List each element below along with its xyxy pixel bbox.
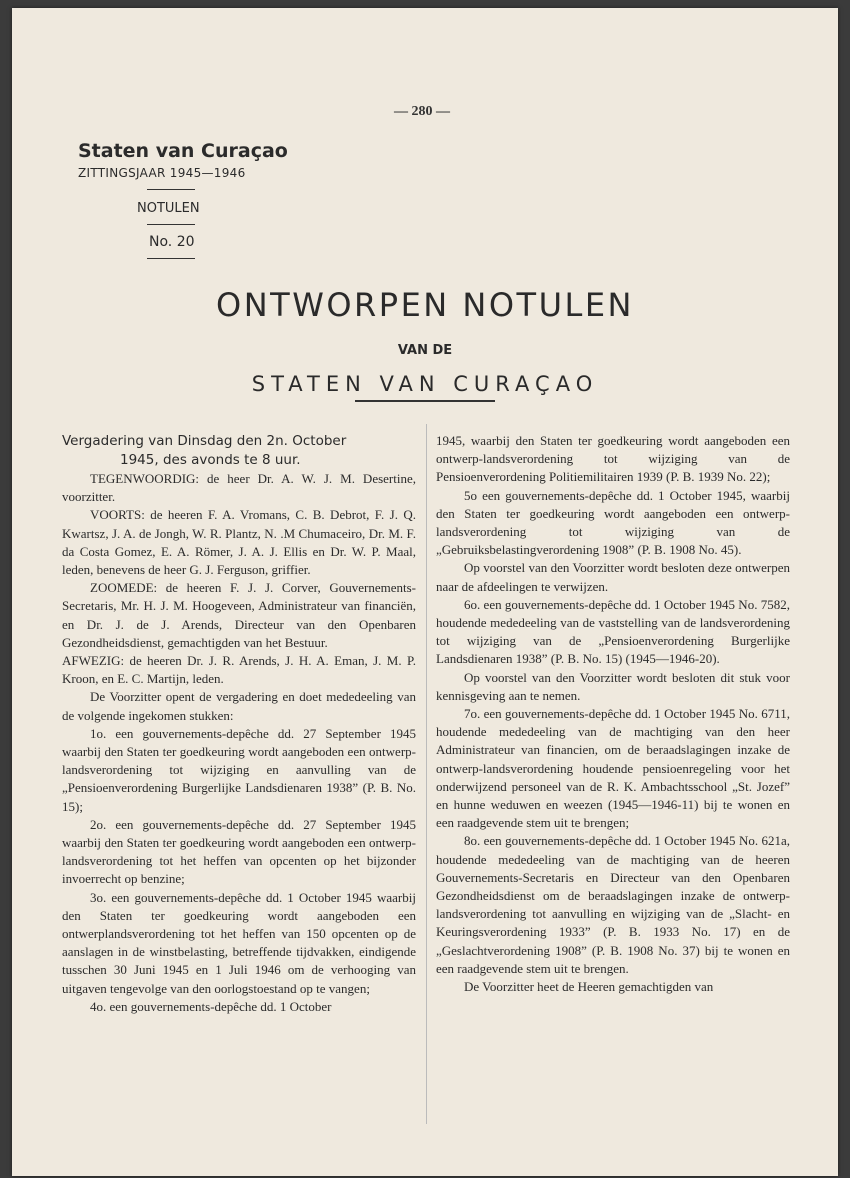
right-column	[436, 432, 790, 996]
masthead-title: Staten van Curaçao	[78, 140, 288, 162]
paragraph: 7o. een gouvernements-depêche dd. 1 October 1945 No. 6711, houdende mededeeling van de machtiging van den heer Administrateur van financien, om de beraadslagingen inzake de ontwerp-landsverordening houdende pensioenregeling voor het onderwijzend personeel van de R. K. Ambachtsschool „St. Jozef” en hunne weduwen en weezen (1945—1946-11) bij te wonen en een raadgevende stem uit te brengen;	[436, 706, 790, 831]
paragraph: 8o. een gouvernements-depêche dd. 1 October 1945 No. 621a, houdende mededeeling van de machtiging van de heeren Gouvernements-Secretaris en Directeur van den Openbaren Gezondheidsdienst om de beraadslagingen inzake de ontwerp-landsverordening tot aanvulling en wijziging van de „Slacht- en Keuringsverordening 1933” (P. B. 1933 No. 17) en de „Geslachtverordening 1908” (P. B. 1908 No. 37) bij te wonen en een raadgevende stem uit te brengen.	[436, 833, 790, 976]
paragraph: 1945, waarbij den Staten ter goedkeuring wordt aangeboden een ontwerp-landsverordening tot wijziging van de Pensioenverordening Politiemilitairen 1939 (P. B. 1939 No. 22);	[436, 433, 790, 485]
page-number: — 280 —	[394, 104, 450, 119]
attendance-government: ZOOMEDE: de heeren F. J. J. Corver, Gouvernements-Secretaris, Mr. H. J. M. Hoogeveen, Administrateur van financiën, en Dr. J. de J. Arends, Directeur van den Openbaren Gezondheidsdienst, gemachtigden van het Bestuur.	[62, 580, 416, 650]
column-divider	[426, 424, 427, 1124]
paragraph: De Voorzitter heet de Heeren gemachtigden van	[464, 979, 714, 995]
paragraph: 2o. een gouvernements-depêche dd. 27 September 1945 waarbij den Staten ter goedkeuring wordt aangeboden een ontwerp-landsverordening tot het heffen van opcenten op het bijzonder invoerrecht op benzine;	[62, 816, 416, 887]
divider	[147, 258, 195, 259]
document-page	[12, 8, 838, 1176]
divider	[147, 189, 195, 190]
doc-type: NOTULEN	[137, 201, 200, 216]
paragraph: 3o. een gouvernements-depêche dd. 1 October 1945 waarbij den Staten ter goedkeuring wordt aangeboden een ontwerplandsverordening tot het heffen van 150 opcenten op de aanslagen in de winstbelasting, betreffende tijdvakken, eindigende tusschen 30 Juni 1945 en 1 Juli 1946 om de verhooging van uitgaven tengevolge van den oorlogstoestand op te vangen;	[62, 889, 416, 996]
meeting-heading: Vergadering van Dinsdag den 2n. October 1945, des avonds te 8 uur.	[62, 433, 347, 468]
banner-connector: VAN DE	[397, 343, 453, 358]
divider	[147, 224, 195, 225]
banner-subtitle: STATEN VAN CURAÇAO	[251, 372, 599, 396]
paragraph: Op voorstel van den Voorzitter wordt besloten dit stuk voor kennisgeving aan te nemen.	[436, 669, 790, 703]
left-column	[62, 432, 416, 1016]
paragraph: Op voorstel van den Voorzitter wordt besloten deze ontwerpen naar de afdeelingen te verwijzen.	[436, 560, 790, 594]
paragraph: 5o een gouvernements-depêche dd. 1 October 1945, waarbij den Staten ter goedkeuring wordt aangeboden een ontwerp-landsverordening tot wijziging van de „Gebruiksbelastingverordening 1908” (P. B. 1908 No. 45).	[436, 487, 790, 558]
paragraph: 6o. een gouvernements-depêche dd. 1 October 1945 No. 7582, houdende mededeeling van de vaststelling van de landsverordening tot wijziging van de „Pensioenverordening Burgerlijke Landsdienaren 1938” (P. B. No. 15) (1945—1946-20).	[436, 596, 790, 667]
attendance-also: VOORTS: de heeren F. A. Vromans, C. B. Debrot, F. J. Q. Kwartsz, J. A. de Jongh, W. R. Plantz, N. .M Chumaceiro, Dr. M. F. da Costa Gomez, E. A. Römer, J. A. J. Ellis en Dr. W. P. Maal, leden, benevens de heer G. J. Ferguson, griffier.	[62, 507, 416, 578]
session-year: ZITTINGSJAAR 1945—1946	[78, 166, 246, 180]
banner-title: ONTWORPEN NOTULEN	[216, 286, 634, 324]
paragraph: 1o. een gouvernements-depêche dd. 27 September 1945 waarbij den Staten ter goedkeuring wordt aangeboden een ontwerp-landsverordening tot wijziging en aanvulling van de „Pensioenverordening Burgerlijke Landsdienaren 1938” (P. B. No. 15);	[62, 725, 416, 814]
paragraph: De Voorzitter opent de vergadering en doet mededeeling van de volgende ingekomen stukken:	[62, 689, 416, 723]
attendance-present: TEGENWOORDIG: de heer Dr. A. W. J. M. Desertine, voorzitter.	[62, 471, 416, 505]
banner-underline	[355, 400, 495, 402]
attendance-absent: AFWEZIG: de heeren Dr. J. R. Arends, J. H. A. Eman, J. M. P. Kroon, en E. C. Martijn, leden.	[62, 653, 416, 687]
paragraph: 4o. een gouvernements-depêche dd. 1 October	[90, 998, 332, 1014]
issue-number: No. 20	[149, 234, 195, 250]
